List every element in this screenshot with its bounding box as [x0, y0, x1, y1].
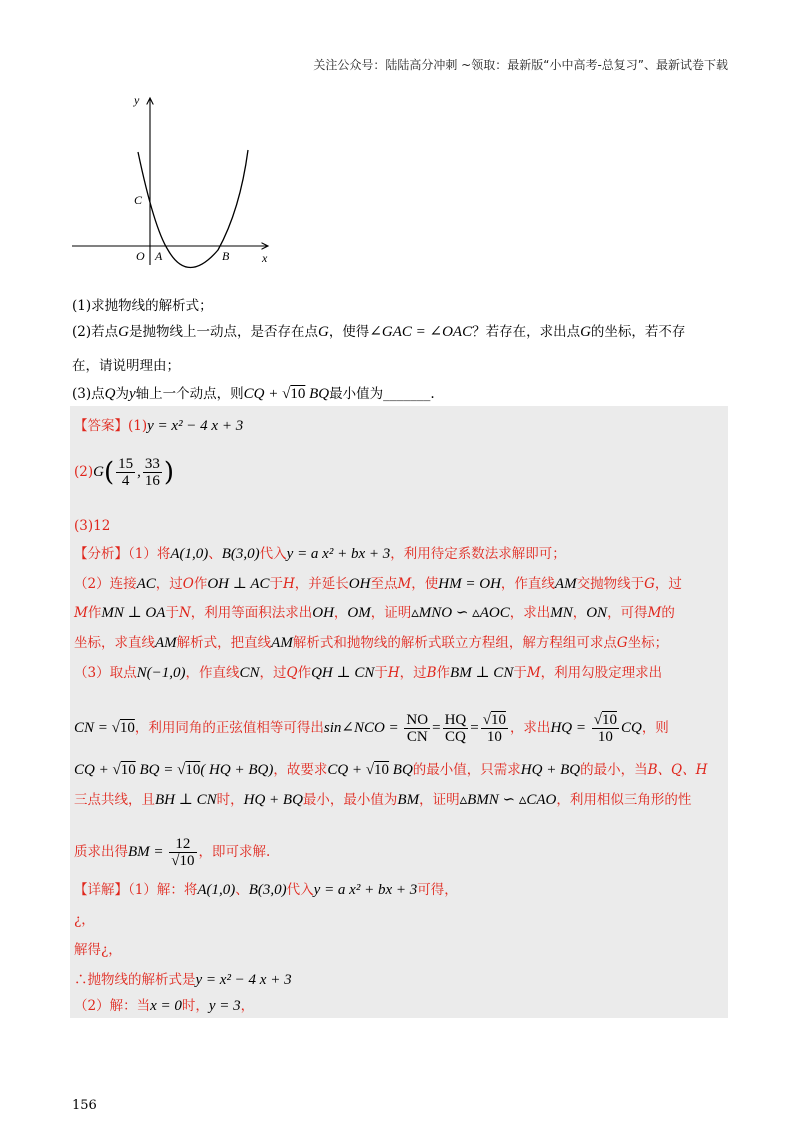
- detail-line-4: ∴抛物线的解析式是y = x² − 4 x + 3: [74, 972, 292, 988]
- analysis-line-2: （2）连接AC，过O作OH ⊥ AC于H，并延长OH至点M，使HM = OH，作直线AM交抛物线于G，过: [74, 576, 682, 592]
- analysis-line-6: CN = √10，利用同角的正弦值相等可得出sin∠NCO = $\frac{NO}{CN}$ = $\frac{HQ}{CQ}$ = $\frac{√10}{10}$ ，求出HQ = $\frac{√10}{10}$ CQ，则: [74, 712, 669, 745]
- answer-2: (2)G( $\frac{15}{4}$ , $\frac{33}{16}$ ): [74, 456, 175, 489]
- detail-line-3: 解得¿，: [74, 942, 122, 958]
- page-number: 156: [72, 1098, 97, 1113]
- question-2: (2)若点G是抛物线上一动点，是否存在点G，使得∠GAC = ∠OAC？若存在，求出点G的坐标，若不存: [72, 324, 686, 340]
- origin-label: O: [136, 249, 145, 263]
- analysis-line-1: 【分析】（1）将A(1,0)、B(3,0)代入y = a x² + bx + 3，利用待定系数法求解即可；: [74, 546, 566, 562]
- analysis-line-3: M作MN ⊥ OA于N，利用等面积法求出OH，OM，证明▵MNO ∽ ▵AOC，求出MN，ON，可得M的: [74, 605, 675, 621]
- detail-line-5: （2）解：当x = 0时，y = 3，: [74, 998, 255, 1014]
- parabola-figure: [68, 90, 278, 270]
- page-header: 关注公众号：陆陆高分冲刺 ~领取：最新版“小中高考-总复习”、最新试卷下载: [313, 58, 728, 72]
- question-3: (3)点Q为y轴上一个动点，则CQ + √10 BQ最小值为_______.: [72, 386, 435, 402]
- question-2-cont: 在，请说明理由；: [72, 358, 180, 374]
- analysis-line-8: 三点共线，且BH ⊥ CN时，HQ + BQ最小，最小值为BM，证明▵BMN ∽ ▵CAO，利用相似三角形的性: [74, 792, 692, 808]
- x-axis-label: x: [262, 251, 268, 265]
- analysis-line-7: CQ + √10 BQ = √10( HQ + BQ)，故要求CQ + √10 BQ的最小值，只需求HQ + BQ的最小，当B、Q、H: [74, 762, 708, 778]
- analysis-line-9: 质求出得BM = $\frac{12}{√10}$ ，即可求解.: [74, 836, 271, 869]
- analysis-line-5: （3）取点N(−1,0)，作直线CN，过Q作QH ⊥ CN于H，过B作BM ⊥ CN于M，利用勾股定理求出: [74, 665, 663, 681]
- answer-1: 【答案】(1)y = x² − 4 x + 3: [74, 418, 244, 434]
- answer-3: (3)12: [74, 518, 111, 534]
- point-a-label: A: [155, 249, 163, 263]
- question-1: (1)求抛物线的解析式；: [72, 298, 213, 314]
- point-b-label: B: [222, 249, 230, 263]
- point-c-label: C: [134, 193, 143, 207]
- detail-line-1: 【详解】（1）解：将A(1,0)、B(3,0)代入y = a x² + bx + 3可得，: [74, 882, 458, 898]
- analysis-line-4: 坐标，求直线AM解析式，把直线AM解析式和抛物线的解析式联立方程组，解方程组可求点G坐标；: [74, 635, 669, 651]
- detail-line-2: ¿，: [74, 912, 95, 928]
- y-axis-label: y: [134, 93, 140, 107]
